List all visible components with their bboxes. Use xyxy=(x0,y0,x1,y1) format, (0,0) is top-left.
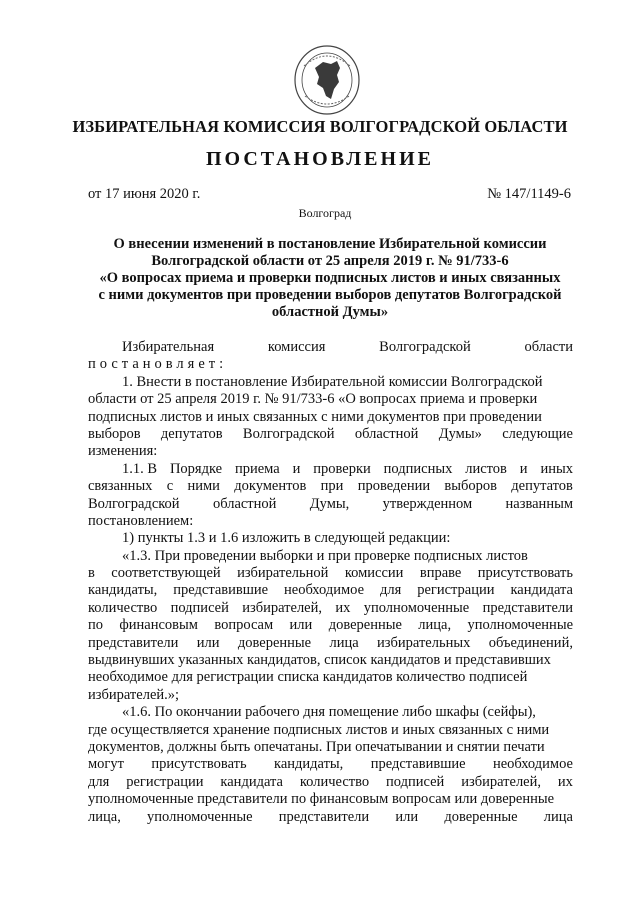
word: и xyxy=(519,460,528,477)
word: кандидаты, xyxy=(274,756,344,773)
word: областной xyxy=(212,495,277,512)
word: выдвинувших указанных кандидатов, список кандидатов и представивших xyxy=(88,652,551,669)
word: выборов xyxy=(88,425,141,442)
body-line xyxy=(88,530,573,547)
word: уполномоченные xyxy=(363,599,470,616)
word: представившие xyxy=(370,756,466,773)
body-line xyxy=(88,635,573,652)
word: объединений, xyxy=(488,634,573,651)
body-line xyxy=(88,669,573,686)
word: финансовым xyxy=(119,617,198,634)
word: по xyxy=(88,617,104,634)
document-body xyxy=(88,339,573,826)
word: следующие xyxy=(502,425,573,442)
word: подписных листов и иных связанных с ними документов при проведении xyxy=(88,408,542,425)
body-line xyxy=(88,548,573,565)
word: доверенные xyxy=(237,634,312,651)
word: представители xyxy=(88,634,179,651)
word: количество xyxy=(88,599,158,616)
word: «1.6. По окончании рабочего дня помещение либо шкафы (сейфы), xyxy=(122,704,536,721)
body-line xyxy=(88,774,573,791)
word: утвержденном xyxy=(382,495,473,512)
word: уполномоченные xyxy=(467,617,573,634)
word: иных xyxy=(540,460,573,477)
word: области xyxy=(524,339,573,355)
word: их xyxy=(557,773,573,790)
word: соответствующей xyxy=(111,565,221,582)
word: доверенные xyxy=(328,617,402,634)
word: проверки xyxy=(313,460,371,477)
body-line xyxy=(88,617,573,634)
volgograd-region-emblem xyxy=(293,44,361,116)
word: представившие xyxy=(173,582,269,599)
body-line xyxy=(88,339,573,356)
word: приема xyxy=(234,460,280,477)
body-line xyxy=(88,687,573,704)
word: лица, xyxy=(418,617,452,634)
word: лица, xyxy=(88,808,121,825)
word: их xyxy=(335,599,351,616)
word: названным xyxy=(505,495,573,512)
body-line xyxy=(88,704,573,721)
word: необходимое xyxy=(284,582,365,599)
document-title xyxy=(85,236,575,321)
word: могут xyxy=(88,756,124,773)
body-line xyxy=(88,443,573,460)
word: лица xyxy=(543,808,573,825)
body-line xyxy=(88,391,573,408)
word: Волгоградской xyxy=(88,495,180,512)
body-line xyxy=(88,739,573,756)
word: подписей xyxy=(386,773,445,790)
word: избирательных xyxy=(377,634,471,651)
word: проведении xyxy=(357,478,431,495)
word: документов, должны быть опечатаны. При опечатывании и снятии печати xyxy=(88,738,545,755)
word: Думы» xyxy=(438,425,482,442)
word: Думы, xyxy=(309,495,350,512)
title-line: областной Думы» xyxy=(271,304,389,320)
word: или xyxy=(395,808,419,825)
word: с xyxy=(166,478,174,495)
word: кандидаты, xyxy=(88,582,158,599)
word: области от 25 апреля 2019 г. № 91/733-6 «О вопросах приема и проверки xyxy=(88,391,538,408)
word: в xyxy=(88,565,95,582)
body-line xyxy=(88,791,573,808)
body-line xyxy=(88,426,573,443)
document-number: № 147/1149-6 xyxy=(487,186,571,202)
body-line xyxy=(88,478,573,495)
body-line xyxy=(88,409,573,426)
word: подписей xyxy=(170,599,229,616)
word: кандидата xyxy=(510,582,573,599)
body-line xyxy=(88,600,573,617)
word: или xyxy=(289,617,313,634)
word: Избирательная xyxy=(122,339,215,355)
word: 1. Внести в постановление Избирательной комиссии Волгоградской xyxy=(122,373,543,390)
body-line xyxy=(88,756,573,773)
title-line: с ними документов при проведении выборов депутатов Волгоградской xyxy=(98,287,562,303)
word: присутствовать xyxy=(477,565,573,582)
title-line: «О вопросах приема и проверки подписных листов и иных связанных xyxy=(99,270,561,286)
body-paragraphs xyxy=(88,374,573,826)
word: вопросам xyxy=(214,617,274,634)
word: и xyxy=(292,460,301,477)
word: избирателей, xyxy=(461,773,541,790)
word: или xyxy=(196,634,220,651)
word: комиссия xyxy=(267,339,326,355)
word: необходимое для регистрации списка кандидатов количество подписей xyxy=(88,669,528,686)
word: доверенные xyxy=(444,808,518,825)
word: избирательной xyxy=(237,565,329,582)
word: Порядке xyxy=(169,460,223,477)
body-line xyxy=(88,722,573,739)
word: присутствовать xyxy=(151,756,247,773)
word: связанных xyxy=(88,478,153,495)
word: документов xyxy=(234,478,307,495)
word: где осуществляется хранение подписных листов и иных связанных с ними xyxy=(88,721,550,738)
word: уполномоченные представители по финансовым вопросам или доверенные xyxy=(88,791,555,808)
word: необходимое xyxy=(492,756,573,773)
body-line xyxy=(88,652,573,669)
body-line xyxy=(88,356,573,373)
document-type: ПОСТАНОВЛЕНИЕ xyxy=(206,148,434,170)
word: 1) пункты 1.3 и 1.6 изложить в следующей редакции: xyxy=(122,530,451,547)
title-line: О внесении изменений в постановление Избирательной комиссии xyxy=(113,236,547,252)
word: при xyxy=(320,478,344,495)
word: депутатов xyxy=(160,425,223,442)
word: лица xyxy=(329,634,359,651)
word: кандидата xyxy=(220,773,283,790)
word: постановлением: xyxy=(88,512,194,529)
word: листов xyxy=(465,460,507,477)
title-line: Волгоградской области от 25 апреля 2019 г. № 91/733-6 xyxy=(151,253,509,269)
word: количество xyxy=(299,773,370,790)
word: комиссии xyxy=(344,565,404,582)
resolution-word: постановляет: xyxy=(88,356,228,373)
word: регистрации xyxy=(417,582,495,599)
word: избирателей, xyxy=(242,599,322,616)
word: для xyxy=(379,582,402,599)
word: «1.3. При проведении выборки и при проверке подписных листов xyxy=(122,547,528,564)
body-line xyxy=(88,809,573,826)
body-line xyxy=(88,496,573,513)
word: для xyxy=(88,773,110,790)
word: Волгоградской xyxy=(379,339,471,355)
body-line xyxy=(88,565,573,582)
word: уполномоченные xyxy=(147,808,253,825)
body-line xyxy=(88,374,573,391)
organization-name: ИЗБИРАТЕЛЬНАЯ КОМИССИЯ ВОЛГОГРАДСКОЙ ОБЛАСТИ xyxy=(72,117,568,136)
body-line xyxy=(88,582,573,599)
word: Волгоградской xyxy=(242,425,335,442)
body-line xyxy=(88,461,573,478)
word: изменения: xyxy=(88,443,158,460)
word: 1.1. В xyxy=(122,460,158,477)
document-city: Волгоград xyxy=(298,206,352,220)
document-date: от 17 июня 2020 г. xyxy=(88,186,201,202)
word: ними xyxy=(187,478,220,495)
word: выборов xyxy=(444,478,497,495)
word: регистрации xyxy=(126,773,204,790)
body-line xyxy=(88,513,573,530)
word: областной xyxy=(354,425,419,442)
word: избирателей.»; xyxy=(88,686,180,703)
word: представители xyxy=(482,599,573,616)
word: вправе xyxy=(419,565,462,582)
word: депутатов xyxy=(511,478,573,495)
word: подписных xyxy=(383,460,453,477)
word: представители xyxy=(278,808,370,825)
